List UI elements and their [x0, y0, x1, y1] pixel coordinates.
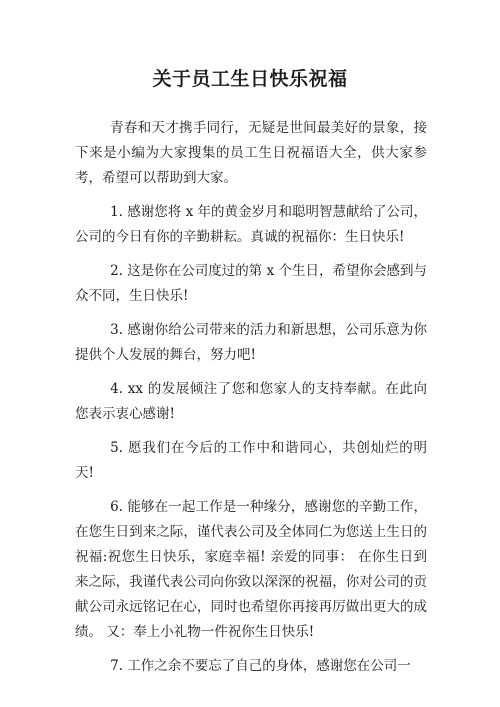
wish-item-3: 3. 感谢你给公司带来的活力和新思想，公司乐意为你提供个人发展的舞台，努力吧! — [75, 322, 427, 363]
document-body — [75, 116, 427, 688]
intro-paragraph: 青春和天才携手同行，无疑是世间最美好的景象，接下来是小编为大家搜集的员工生日祝福语大全，供大家参考，希望可以帮助到大家。 — [75, 120, 427, 186]
wish-item-4: 4. xx 的发展倾注了您和您家人的支持奉献。在此向您表示衷心感谢! — [75, 381, 427, 422]
wish-item-7: 7. 工作之余不要忘了自己的身体，感谢您在公司一 — [110, 658, 411, 674]
wish-item-6: 6. 能够在一起工作是一种缘分，感谢您的辛勤工作，在您生日到来之际，谨代表公司及全体同仁为您送上生日的祝福:祝您生日快乐，家庭幸福! 亲爱的同事： 在你生日到来之际，我谨代表公司向你致以深深的祝福，你对公司的贡献公司永远铭记在心，同时也希望你再接再厉做出更大的成绩。 又：奉上小礼物一件祝你生日快乐! — [75, 499, 427, 640]
wish-item-5: 5. 愿我们在今后的工作中和谐同心，共创灿烂的明天! — [75, 440, 427, 481]
wish-item-1: 1. 感谢您将 x 年的黄金岁月和聪明智慧献给了公司，公司的今日有你的辛勤耕耘。真诚的祝福你：生日快乐! — [75, 204, 427, 245]
document-title: 关于员工生日快乐祝福 — [152, 68, 348, 90]
wish-item-2: 2. 这是你在公司度过的第 x 个生日，希望你会感到与众不同，生日快乐! — [75, 263, 427, 304]
